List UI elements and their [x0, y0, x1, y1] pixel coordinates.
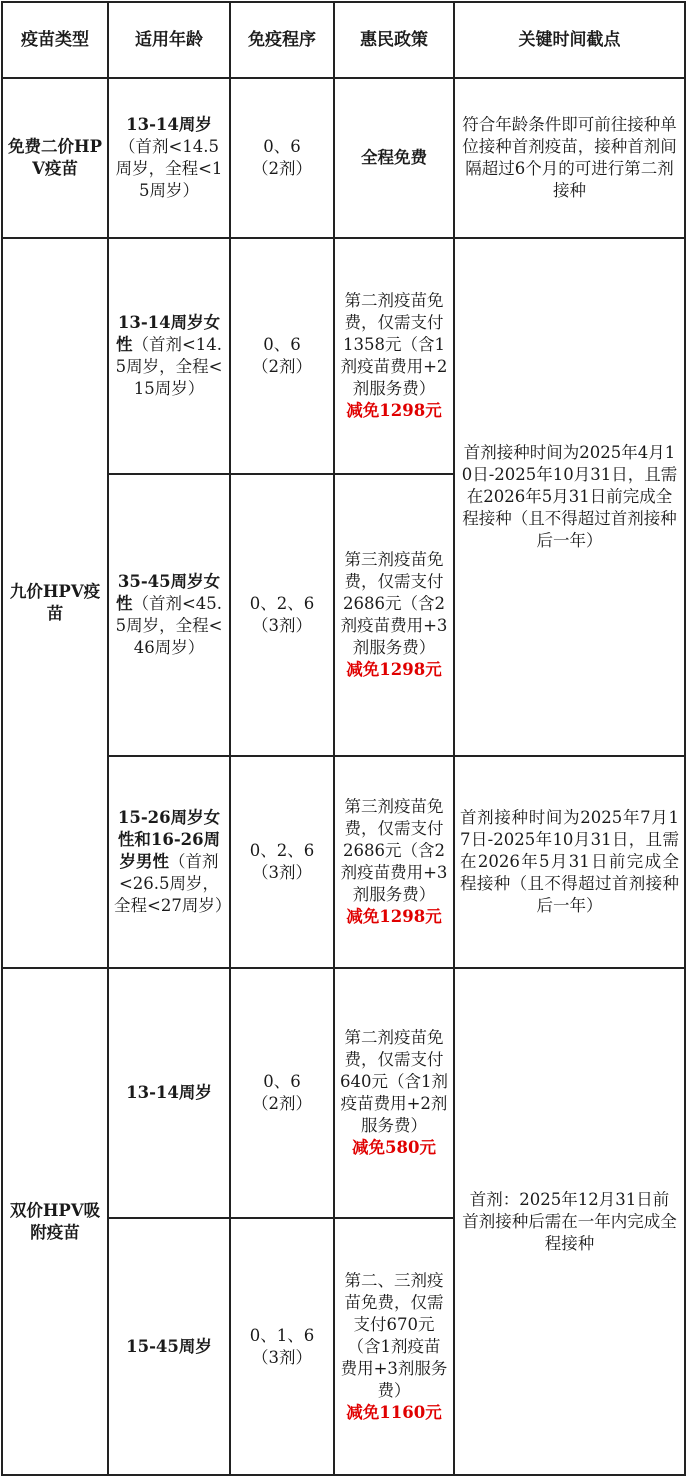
dose-count: （2剂）: [252, 1094, 312, 1113]
policy-text: 第二、三剂疫苗免费，仅需支付670元（含1剂疫苗费用+3剂服务费）: [340, 1270, 448, 1400]
discount-amount: 减免1160元: [346, 1402, 442, 1422]
age-note: （首剂<14.5周岁，全程<15周岁）: [115, 335, 223, 398]
policy-text: 第三剂疫苗免费，仅需支付2686元（含2剂疫苗费用+3剂服务费）: [340, 550, 448, 657]
schedule-cell: [230, 474, 334, 756]
table-row: [2, 968, 685, 1218]
schedule-cell: [230, 756, 334, 968]
deadline-line: 首剂接种后需在一年内完成全程接种: [462, 1211, 677, 1253]
table-row: [2, 238, 685, 474]
header-age: 适用年龄: [108, 2, 230, 78]
schedule-cell: [230, 1218, 334, 1475]
dose-count: （3剂）: [252, 863, 312, 882]
header-row: [2, 2, 685, 78]
deadline-cell: [454, 968, 685, 1475]
vaccine-type-cell: 九价HPV疫苗: [2, 238, 108, 968]
age-range: 15-26周岁女性和16-26周岁男性: [117, 808, 221, 871]
policy-text: 第三剂疫苗免费，仅需支付2686元（含2剂疫苗费用+3剂服务费）: [340, 797, 448, 904]
header-schedule: 免疫程序: [230, 2, 334, 78]
vaccine-type-cell: 免费二价HPV疫苗: [2, 78, 108, 238]
policy-cell: [334, 474, 454, 756]
age-note: （首剂<14.5周岁，全程<15周岁）: [115, 137, 223, 200]
deadline-cell: 符合年龄条件即可前往接种单位接种首剂疫苗，接种首剂间隔超过6个月的可进行第二剂接种: [454, 78, 685, 238]
discount-amount: 减免1298元: [346, 907, 442, 926]
discount-amount: 减免1298元: [346, 660, 442, 679]
discount-amount: 减免1298元: [346, 401, 442, 420]
schedule-months: 0、6: [263, 1072, 301, 1091]
header-policy: 惠民政策: [334, 2, 454, 78]
schedule-cell: [230, 968, 334, 1218]
deadline-cell: 首剂接种时间为2025年7月17日-2025年10月31日，且需在2026年5月31日前完成全程接种（且不得超过首剂接种后一年）: [454, 756, 685, 968]
deadline-cell: 首剂接种时间为2025年4月10日-2025年10月31日，且需在2026年5月31日前完成全程接种（且不得超过首剂接种后一年）: [454, 238, 685, 756]
age-range: 13-14周岁: [108, 968, 230, 1218]
policy-cell: [334, 1218, 454, 1475]
schedule-cell: [230, 78, 334, 238]
age-range: 35-45周岁女性: [115, 572, 221, 613]
schedule-cell: [230, 238, 334, 474]
age-range: 13-14周岁: [126, 115, 212, 134]
age-cell: [108, 474, 230, 756]
policy-cell: [334, 756, 454, 968]
policy-cell: [334, 968, 454, 1218]
schedule-months: 0、6: [263, 335, 301, 354]
discount-amount: 减免580元: [352, 1138, 436, 1157]
header-deadline: 关键时间截点: [454, 2, 685, 78]
schedule-months: 0、1、6: [249, 1325, 315, 1345]
age-cell: [108, 756, 230, 968]
schedule-months: 0、2、6: [249, 841, 315, 860]
dose-count: （3剂）: [252, 616, 312, 635]
vaccine-type-cell: 双价HPV吸附疫苗: [2, 968, 108, 1475]
age-cell: [108, 238, 230, 474]
deadline-line: 首剂：2025年12月31日前: [469, 1189, 670, 1209]
policy-text: 第二剂疫苗免费，仅需支付1358元（含1剂疫苗费用+2剂服务费）: [340, 291, 448, 398]
policy-cell: 全程免费: [334, 78, 454, 238]
policy-text: 第二剂疫苗免费，仅需支付640元（含1剂疫苗费用+2剂服务费）: [340, 1028, 448, 1135]
age-cell: [108, 78, 230, 238]
age-note: （首剂<26.5周岁，全程<27周岁）: [114, 852, 232, 915]
dose-count: （3剂）: [252, 1347, 312, 1367]
header-vaccine-type: 疫苗类型: [2, 2, 108, 78]
age-note: （首剂<45.5周岁，全程<46周岁）: [115, 594, 223, 657]
age-range: 13-14周岁女性: [115, 313, 221, 354]
hpv-vaccine-policy-table: [1, 1, 686, 1476]
schedule-months: 0、6: [263, 137, 301, 156]
dose-count: （2剂）: [252, 159, 312, 178]
policy-cell: [334, 238, 454, 474]
schedule-months: 0、2、6: [249, 594, 315, 613]
table-row: [2, 78, 685, 238]
age-range: 15-45周岁: [108, 1218, 230, 1475]
dose-count: （2剂）: [252, 357, 312, 376]
